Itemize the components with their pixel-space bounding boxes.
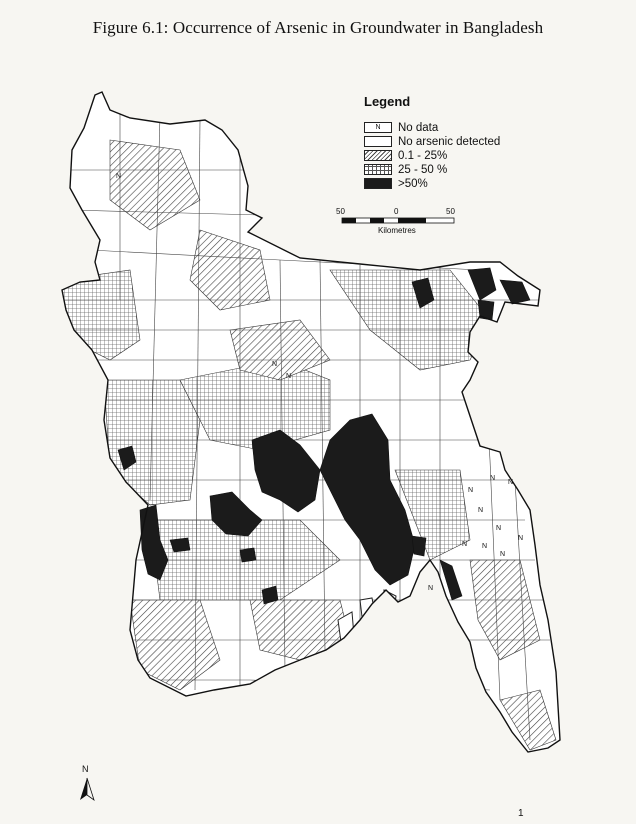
no-data-marker: N <box>508 479 514 486</box>
no-data-marker: N <box>490 475 496 482</box>
legend-label: 25 - 50 % <box>398 163 448 176</box>
no-data-marker: N <box>428 585 434 592</box>
north-label: N <box>82 764 89 774</box>
page-number: 1 <box>518 808 524 819</box>
no-data-marker: N <box>462 541 468 548</box>
figure-title: Figure 6.1: Occurrence of Arsenic in Groundwater in Bangladesh <box>92 18 544 37</box>
no-data-marker: N <box>478 507 484 514</box>
zone-high-small-3 <box>412 536 426 556</box>
legend-label: No data <box>398 121 439 134</box>
legend-label: 0.1 - 25% <box>398 149 448 162</box>
legend-swatch-none <box>364 136 392 147</box>
no-data-marker: N <box>286 373 292 380</box>
no-data-marker: N <box>272 361 278 368</box>
legend-item-none <box>364 135 500 148</box>
legend-item-high <box>364 177 428 190</box>
legend-item-low <box>364 149 447 162</box>
zone-high-northeast-4 <box>478 300 494 320</box>
no-data-marker: N <box>496 525 502 532</box>
scale-bar <box>342 218 454 223</box>
legend-swatch-mid <box>364 164 392 175</box>
legend-title: Legend <box>364 94 411 109</box>
scale-right-label: 50 <box>446 207 455 216</box>
scale-left-label: 50 <box>336 207 345 216</box>
legend-swatch-no-data: N <box>364 122 392 133</box>
zone-high-small-1 <box>240 548 256 562</box>
no-data-marker: N <box>482 543 488 550</box>
legend-label: >50% <box>398 177 428 190</box>
legend-swatch-high <box>364 178 392 189</box>
north-arrow-icon <box>80 778 94 800</box>
legend-label: No arsenic detected <box>398 135 501 148</box>
no-data-marker: N <box>518 535 524 542</box>
zone-high-west-3 <box>170 538 190 552</box>
legend-swatch-low <box>364 150 392 161</box>
zone-25-50-west <box>104 380 200 505</box>
no-data-marker: N <box>468 487 474 494</box>
no-data-marker: N <box>500 551 506 558</box>
zone-low-delta <box>250 600 350 660</box>
no-data-marker: N <box>116 173 122 180</box>
zone-25-50-northwest <box>60 270 140 360</box>
scale-unit-label: Kilometres <box>378 226 416 235</box>
legend-item-mid <box>364 163 447 176</box>
scale-mid-label: 0 <box>394 207 399 216</box>
legend-item-no-data <box>364 121 438 134</box>
